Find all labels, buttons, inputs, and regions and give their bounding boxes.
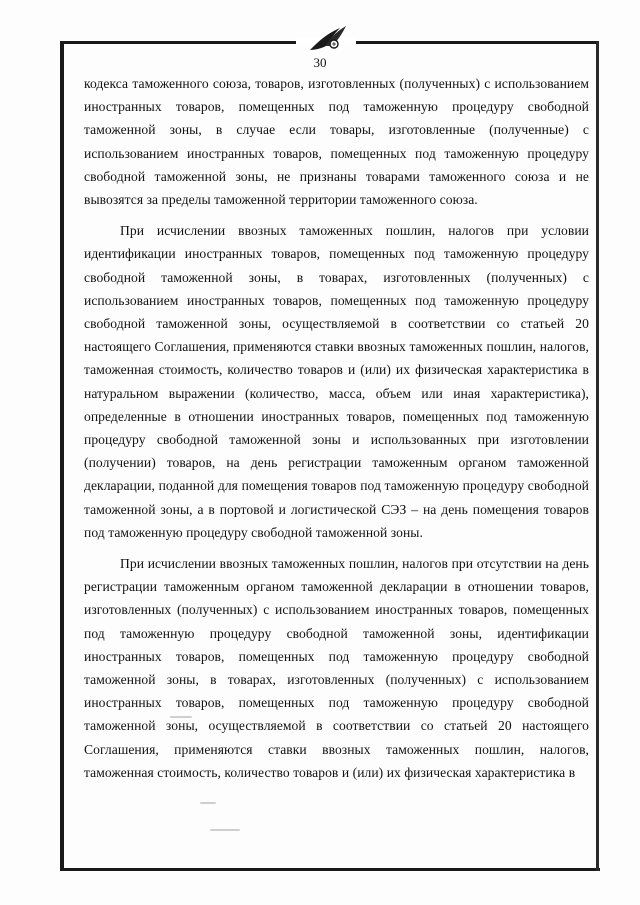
paragraph-3: При исчислении ввозных таможенных пошлин, налогов при отсутствии на день регистрации таможенным органом таможенной декларации в отношении товаров, изготовленных (полученных) с использованием иностранных товаров, помещенных под таможенную процедуру свободной таможенной зоны, идентификации иностранных товаров, помещенных под таможенную процедуру свободной таможенной зоны, в товарах, изготовленных (полученных) с использованием иностранных товаров, помещенных под таможенную процедуру свободной таможенной зоны, осуществляемой в соответствии со статьей 20 настоящего Соглашения, применяются ставки ввозных таможенных пошлин, налогов, таможенная стоимость, количество товаров и (или) их физическая характеристика в bbox=[84, 556, 589, 780]
paragraph-2: При исчислении ввозных таможенных пошлин, налогов при условии идентификации иностранных товаров, помещенных под таможенную процедуру свободной таможенной зоны, в товарах, изготовленных (полученных) с использованием иностранных товаров, помещенных под таможенную процедуру свободной таможенной зоны, осуществляемой в соответствии со статьей 20 настоящего Соглашения, применяются ставки ввозных таможенных пошлин, налогов, таможенная стоимость, количество товаров и (или) их физическая характеристика в натуральном выражении (количество, масса, объем или иная характеристика), определенные в отношении иностранных товаров, помещенных под таможенную процедуру свободной таможенной зоны и использованных при изготовлении (получении) товаров, на день регистрации таможенным органом таможенной декларации, поданной для помещения товаров под таможенную процедуру свободной таможенной зоны, а в портовой и логистической СЭЗ – на день помещения товаров под таможенную процедуру свободной таможенной зоны. bbox=[84, 223, 589, 540]
frame-border-left bbox=[60, 41, 64, 871]
scan-artifact bbox=[210, 829, 240, 831]
frame-border-bottom bbox=[60, 868, 600, 871]
scan-artifact bbox=[200, 802, 216, 804]
paragraph-1: кодекса таможенного союза, товаров, изготовленных (полученных) с использованием иностранных товаров, помещенных под таможенную процедуру свободной таможенной зоны, в случае если товары, изготовленные (полученные) с использованием иностранных товаров, помещенных под таможенную процедуру свободной таможенной зоны, не признаны товарами таможенного союза и не вывозятся за пределы таможенной территории таможенного союза. bbox=[84, 76, 589, 208]
frame-border-right bbox=[596, 41, 599, 871]
scan-artifact bbox=[170, 716, 192, 718]
document-body bbox=[84, 72, 589, 784]
page-number: 30 bbox=[313, 55, 327, 70]
